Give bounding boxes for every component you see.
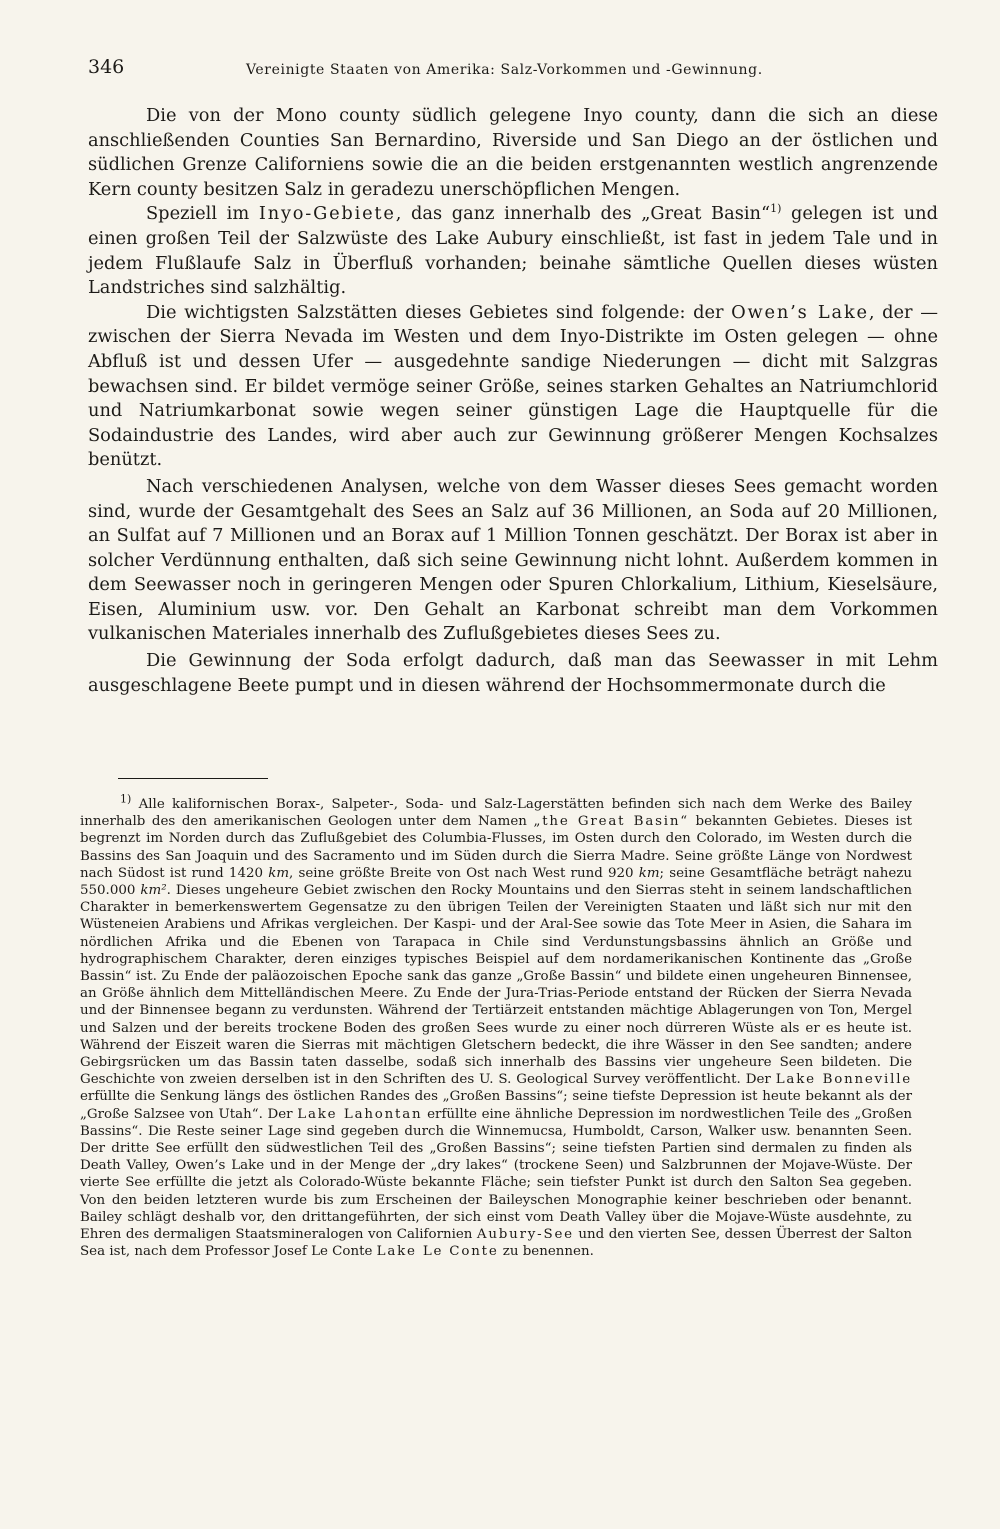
term-lake-le-conte: Lake Le Conte xyxy=(376,1244,499,1260)
paragraph-3-rest: , der — zwischen der Sierra Nevada im Westen und dem Inyo-Distrikte im Osten gelegen — ohne Abfluß ist und dessen Ufer — ausgedehnte sandige Niederungen — dicht mit Salzgras bewachsen sind. Er bildet vermöge seiner Größe, seines starken Gehaltes an Natriumchlorid und Natriumkarbonat sowie wegen seiner günstigen Lage die Hauptquelle für die Sodaindustrie des Landes, wird aber auch zur Gewinnung größerer Mengen Kochsalzes benützt. xyxy=(88,301,938,471)
footnote-reference: 1) xyxy=(770,202,782,216)
paragraph-1: Die von der Mono county südlich gelegene Inyo county, dann die sich an diese anschließenden Counties San Bernardino, Riverside und San Diego an der östlichen und südlichen Grenze Californiens sowie die an die beiden erstgenannten westlich angrenzende Kern county besitzen Salz in geradezu unerschöpflichen Mengen. xyxy=(88,105,938,200)
term-lake-bonneville: Lake Bonneville xyxy=(775,1072,912,1088)
term-owens-lake: Owen’s Lake xyxy=(731,301,869,323)
term-inyo-gebiete: Inyo-Gebiete xyxy=(258,203,396,225)
unit-km: km xyxy=(268,865,290,881)
paragraph-4: Nach verschiedenen Analysen, welche von dem Wasser dieses Sees gemacht worden sind, wurde der Gesamtgehalt des Sees an Salz auf 36 Millionen, an Soda auf 20 Millionen, an Sulfat auf 7 Millionen und an Borax auf 1 Million Tonnen geschätzt. Der Borax ist aber in solcher Verdünnung enthalten, daß sich seine Gewinnung nicht lohnt. Außerdem kommen in dem Seewasser noch in geringeren Mengen oder Spuren Chlorkalium, Lithium, Kieselsäure, Eisen, Aluminium usw. vor. Den Gehalt an Karbonat schreibt man dem Vorkommen vulkanischen Materiales innerhalb des Zuflußgebietes dieses Sees zu. xyxy=(88,475,938,645)
paragraph-3 xyxy=(88,301,938,473)
paragraph-2-mid: , das ganz innerhalb des „Great Basin“ xyxy=(395,203,771,225)
term-great-basin: „the Great Basin“ xyxy=(533,814,689,830)
main-text xyxy=(88,104,938,698)
unit-km: km xyxy=(638,865,660,881)
page-number: 346 xyxy=(88,56,125,78)
footnote-part: erfüllte die Senkung längs des östlichen Randes des „Großen Bassins“; seine tiefste Depression ist heute bekannt als der „Große Salzsee von Utah“. Der xyxy=(80,1089,912,1122)
footnote-text xyxy=(80,792,912,1260)
footnote-part: . Dieses ungeheure Gebiet zwischen den Rocky Mountains und den Sierras steht in seinem landschaftlichen Charakter in bemerkenswertem Gegensatze zu den übrigen Teilen der Vereinigten Staaten und läßt sich nur mit den Wüsteneien Arabiens und Afrikas vergleichen. Der Kaspi- und der Aral-See sowie das Tote Meer in Asien, die Sahara im nördlichen Afrika und die Ebenen von Tarapaca in Chile sind Verdunstungsbassins ähnlich an Größe und hydrographischem Charakter, deren einziges typisches Beispiel auf dem nordamerikanischen Kontinente das „Große Bassin“ ist. Zu Ende der paläozoischen Epoche sank das ganze „Große Bassin“ und bildete einen ungeheuren Binnensee, an Größe ähnlich dem Mittelländischen Meere. Zu Ende der Jura-Trias-Periode entstand der Rücken der Sierra Nevada und der Binnensee begann zu verdunsten. Während der Tertiärzeit entstanden mächtige Ablagerungen von Ton, Mergel und Salzen und der bereits trockene Boden des großen Sees wurde zu einer noch dürreren Wüste als er es heute ist. Während der Eiszeit waren die Sierras mit mächtigen Gletschern bedeckt, die ihre Wässer in den See sandten; andere Gebirgsrücken um das Bassin taten dasselbe, sodaß sich innerhalb des Bassins vier ungeheure Seen bildeten. Die Geschichte von zweien derselben ist in den Schriften des U. S. Geological Survey veröffentlicht. Der xyxy=(80,883,912,1088)
footnote-part: zu benennen. xyxy=(498,1244,594,1260)
footnote-part: erfüllte eine ähnliche Depression im nordwestlichen Teile des „Großen Bassins“. Die Reste seiner Lage sind gegeben durch die Winnemucsa, Humboldt, Carson, Walker usw. benannten Seen. Der dritte See erfüllt den südwestlichen Teil des „Großen Bassins“; seine tiefsten Partien sind dermalen zu finden als Death Valley, Owen’s Lake und in der Menge der „dry lakes“ (trockene Seen) und Salzbrunnen der Mojave-Wüste. Der vierte See erfüllte die jetzt als Colorado-Wüste bekannte Fläche; sein tiefster Punkt ist durch den Salton Sea gegeben. Von den beiden letzteren wurde bis zum Erscheinen der Baileyschen Monographie keiner beschrieben oder benannt. Bailey schlägt deshalb vor, den drittangeführten, der sich einst vom Death Valley über die Mojave-Wüste ausdehnte, zu Ehren des dermaligen Staatsmineralogen von Californien xyxy=(80,1106,912,1243)
page-header xyxy=(88,56,948,86)
footnote-part: bekannten Gebietes. Dieses ist begrenzt im Norden durch das Zuflußgebiet des Columbia-Flusses, im Osten durch den Colorado, im Westen durch die Bassins des San Joaquin und des Sacramento und im Süden durch die Sierra Madre. Seine größte Länge von Nordwest nach Südost ist rund 1420 xyxy=(80,814,912,881)
paragraph-3-intro: Die wichtigsten Salzstätten dieses Gebietes sind folgende: der xyxy=(146,301,732,323)
unit-km2: km² xyxy=(140,883,167,899)
footnote-part: , seine größte Breite von Ost nach West rund 920 xyxy=(289,865,639,881)
running-head: Vereinigte Staaten von Amerika: Salz-Vorkommen und -Gewinnung. xyxy=(246,62,763,78)
paragraph-5: Die Gewinnung der Soda erfolgt dadurch, daß man das Seewasser in mit Lehm ausgeschlagene Beete pumpt und in diesen während der Hochsommermonate durch die xyxy=(88,650,938,696)
footnote-part: und den vierten See, dessen Überrest der Salton Sea ist, nach dem Professor Josef Le Conte xyxy=(80,1227,912,1260)
term-lake-lahontan: Lake Lahontan xyxy=(297,1106,423,1122)
paragraph-2 xyxy=(88,202,938,300)
footnote-marker: 1) xyxy=(120,792,132,806)
term-aubury-see: Aubury-See xyxy=(476,1227,574,1243)
paragraph-2-rest: gelegen ist und einen großen Teil der Salzwüste des Lake Aubury einschließt, ist fast in jedem Tale und in jedem Flußlaufe Salz in Überfluß vorhanden; beinahe sämtliche Quellen dieses wüsten Landstriches sind salzhältig. xyxy=(88,203,939,299)
footnote xyxy=(80,792,912,1260)
footnote-part: Alle kalifornischen Borax-, Salpeter-, Soda- und Salz-Lagerstätten befinden sich nach dem Werke des Bailey innerhalb des den amerikanischen Geologen unter dem Namen xyxy=(80,797,912,830)
footnote-separator xyxy=(118,778,268,779)
footnote-part: ; seine Gesamtfläche beträgt nahezu 550.000 xyxy=(80,865,912,899)
paragraph-2-intro: Speziell im xyxy=(146,203,259,225)
